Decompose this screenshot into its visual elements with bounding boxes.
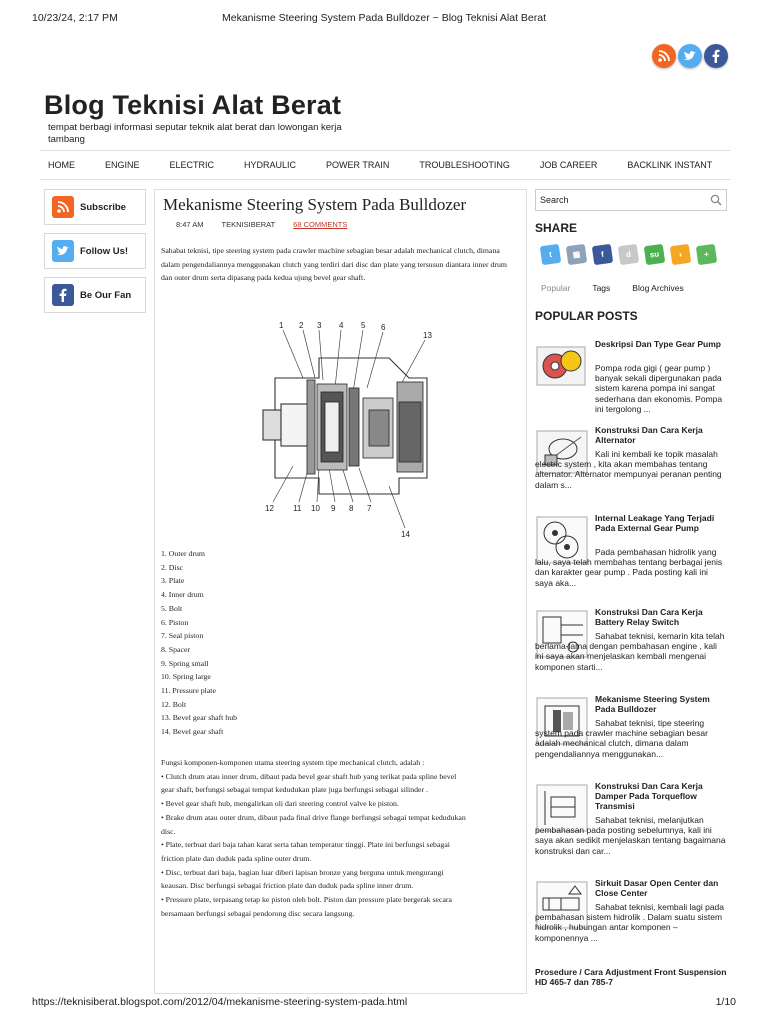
subscribe-label: Subscribe [80,201,126,213]
list-item: 6. Piston [161,617,189,627]
tab-tags[interactable]: Tags [592,283,611,293]
diagram-label-3: 3 [317,321,322,330]
nav-item-engine[interactable]: ENGINE [105,160,140,170]
popular-post-title[interactable]: Konstruksi Dan Cara Kerja Damper Pada Torqueflow Transmisi [595,781,703,811]
list-item: 5. Bolt [161,603,183,613]
nav-item-backlink-instant[interactable]: BACKLINK INSTANT [627,160,713,170]
rss-share-icon[interactable]: ◗ [670,244,691,265]
list-item: 3. Plate [161,576,185,586]
list-item: 14. Bevel gear shaft [161,727,224,737]
print-page-number: 1/10 [715,996,736,1008]
function-line: friction plate dan duduk pada spline outer drum. [161,853,312,863]
list-item: 9. Spring small [161,658,209,668]
diagram-label-9: 9 [331,504,336,513]
diagram-label-14: 14 [401,530,410,539]
post-meta [176,220,347,229]
diagram-label-5: 5 [361,321,366,330]
tab-popular[interactable]: Popular [541,283,571,293]
popular-post[interactable] [535,425,727,505]
popular-post-snippet: Pompa roda gigi ( gear pump ) banyak sekali dipergunakan pada sistem karena pompa ini sangat sederhana dan ekonomis. Pompa ini tergolong ... [595,363,723,414]
parts-list [161,547,237,739]
function-line: • Disc, terbuat dari baja, bagian luar diberi lapisan bronze yang berguna untuk mengurangi [161,867,444,877]
list-item: 4. Inner drum [161,590,204,600]
popular-post[interactable] [535,878,727,958]
stumbleupon-share-icon[interactable]: su [644,244,665,265]
follow-us-label: Follow Us! [80,245,129,257]
delicious-share-icon[interactable]: ▦ [566,244,587,265]
facebook-icon[interactable] [704,44,728,68]
diagram-label-8: 8 [349,504,354,513]
function-line: • Brake drum atau outer drum, dibaut pada final drive flange berfungsi sebagai tempat kedudukan [161,812,466,822]
popular-post-snippet: Pada pembahasan hidrolik yang lalu, saya telah membahas tentang berbagai jenis dan karakter gear pump . Pada posting kali ini saya aka... [535,547,723,588]
facebook-share-icon[interactable]: f [592,244,613,265]
list-item: 10. Spring large [161,672,211,682]
function-line: gear shaft, berfungsi sebagai tempat kedudukan plate juga berfungsi sebagai silinder . [161,785,428,795]
function-line: • Clutch drum atau inner drum, dibaut pada bevel gear shaft hub yang terikat pada spline bevel [161,771,457,781]
function-line: • Plate, terbuat dari baja tahan karat serta tahan temperatur tinggi. Plate ini berfungsi sebagai [161,840,450,850]
tab-blog-archives[interactable]: Blog Archives [632,283,684,293]
diagram-label-6: 6 [381,323,386,332]
nav-item-home[interactable]: HOME [48,160,75,170]
diagram-label-2: 2 [299,321,304,330]
nav-item-power-train[interactable]: POWER TRAIN [326,160,390,170]
print-header [0,12,768,26]
post-comments-link[interactable]: 68 COMMENTS [293,220,348,229]
search-icon[interactable] [709,193,723,207]
popular-post[interactable] [535,339,727,415]
popular-post[interactable] [535,694,727,774]
functions-section [161,756,517,920]
list-item: 13. Bevel gear shaft hub [161,713,237,723]
more-share-icon[interactable]: + [696,244,717,265]
diagram-label-4: 4 [339,321,344,330]
nav-item-electric[interactable]: ELECTRIC [169,160,215,170]
print-url: https://teknisiberat.blogspot.com/2012/04/mekanisme-steering-system-pada.html [32,996,408,1008]
diagram-label-10: 10 [311,504,320,513]
function-line: bersamaan berfungsi sebagai pendorong disc secara langsung. [161,908,355,918]
twitter-icon [52,240,74,262]
twitter-share-icon[interactable]: t [540,244,561,265]
top-social-icons [652,44,728,68]
function-line: • Pressure plate, terpasang tetap ke piston oleh bolt. Piston dan pressure plate bergerak secara [161,895,452,905]
post-container [154,189,527,994]
popular-post-snippet: Sahabat teknisi, tipe steering system pada crawler machine sebagian besar adalah mechanical clutch, dimana dalam pengendaliannya menggunakan... [535,718,708,759]
digg-share-icon[interactable]: d [618,244,639,265]
list-item: 2. Disc [161,562,184,572]
popular-post-title[interactable]: Sirkuit Dasar Open Center dan Close Center [595,878,719,898]
popular-post-title[interactable]: Internal Leakage Yang Terjadi Pada External Gear Pump [595,513,715,533]
popular-post-snippet: Kali ini kembali ke topik masalah electric system , kita akan membahas tentang alternator. Alternator mempunyai peranan penting dalam s... [535,449,722,490]
popular-posts-heading: POPULAR POSTS [535,309,638,323]
popular-post-title[interactable]: Prosedure / Cara Adjustment Front Suspension HD 465-7 dan 785-7 [535,967,727,987]
diagram-label-1: 1 [279,321,284,330]
print-title: Mekanisme Steering System Pada Bulldozer ~ Blog Teknisi Alat Berat [221,12,546,24]
list-item: 1. Outer drum [161,549,205,558]
function-line: disc. [161,826,176,836]
sidebar-tabs [541,283,684,293]
print-datetime: 10/23/24, 2:17 PM [32,12,118,24]
main-nav [40,150,730,180]
popular-post[interactable] [535,607,727,683]
popular-post-snippet: Sahabat teknisi, melanjutkan pembahasan pada posting sebelumnya, kali ini saya akan sedikit menjelaskan tentang bagaimana konstruksi dan car... [535,815,726,856]
diagram-label-13: 13 [423,331,432,340]
popular-post-snippet: Sahabat teknisi, kemarin kita telah berlama-lama dengan pembahasan engine , kali ini saya akan menjelaskan kembali mengenai komponen starti... [535,631,725,672]
share-icons [541,245,716,264]
blog-title[interactable]: Blog Teknisi Alat Berat [44,90,342,120]
nav-item-troubleshooting[interactable]: TROUBLESHOOTING [419,160,510,170]
function-line: • Bevel gear shaft hub, mengalirkan oli dari steering control valve ke piston. [161,799,399,809]
print-footer [0,996,768,1010]
follow-us-button[interactable] [44,233,146,269]
subscribe-button[interactable] [44,189,146,225]
popular-post[interactable] [535,513,727,593]
post-title[interactable]: Mekanisme Steering System Pada Bulldozer [163,195,467,214]
popular-post-snippet: Sahabat teknisi, kembali lagi pada pembahasan sistem hidrolik . Dalam suatu sistem hidrolik , hubungan antar komponen – komponennya ... [535,902,724,943]
post-time: 8:47 AM [176,220,204,229]
popular-post-title[interactable]: Deskripsi Dan Type Gear Pump [595,339,721,349]
be-our-fan-label: Be Our Fan [80,289,132,301]
blog-description: tempat berbagi informasi seputar teknik alat berat dan lowongan kerja tambang [48,122,342,145]
list-item: 11. Pressure plate [161,686,216,696]
popular-post[interactable] [535,781,727,867]
post-author[interactable]: TEKNISIBERAT [221,220,276,229]
be-our-fan-button[interactable] [44,277,146,313]
rss-icon [52,196,74,218]
nav-item-hydraulic[interactable]: HYDRAULIC [244,160,297,170]
post-intro: Sahabat teknisi, tipe steering system pada crawler machine sebagian besar adalah mechanical clutch, dimana dalam pengendaliannya menggunakan clutch yang terdiri dari disc dan plate yang tersusun diantara inner drum dan outer drum serta dipasang pada kedua ujung bevel gear shaft. [161,246,507,283]
function-line: keausan. Disc berfungsi sebagai friction plate dan duduk pada spline inner drum. [161,881,414,891]
diagram-label-11: 11 [293,504,302,513]
list-item: 7. Seal piston [161,631,204,641]
nav-item-job-career[interactable]: JOB CAREER [539,160,598,170]
popular-post-title[interactable]: Konstruksi Dan Cara Kerja Alternator [595,425,703,445]
popular-post-title[interactable]: Mekanisme Steering System Pada Bulldozer [595,694,710,714]
popular-post-title[interactable]: Konstruksi Dan Cara Kerja Battery Relay Switch [595,607,703,627]
diagram-label-12: 12 [265,504,274,513]
functions-heading: Fungsi komponen-komponen utama steering system tipe mechanical clutch, adalah : [161,758,425,767]
share-heading: SHARE [535,221,578,235]
twitter-icon[interactable] [678,44,702,68]
search-input[interactable]: Search [535,189,727,211]
diagram-label-7: 7 [367,504,372,513]
facebook-icon [52,284,74,306]
rss-icon[interactable] [652,44,676,68]
list-item: 12. Bolt [161,699,187,709]
list-item: 8. Spacer [161,644,191,654]
steering-clutch-diagram [259,318,441,542]
